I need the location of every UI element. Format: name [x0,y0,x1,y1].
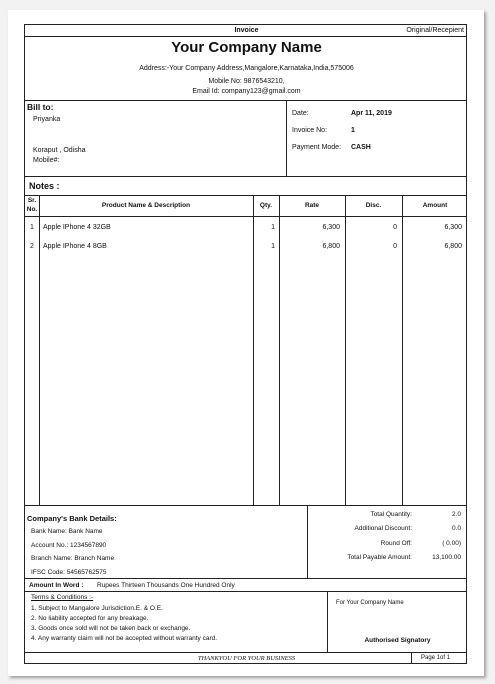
notes-label: Notes : [29,181,60,191]
amount-in-word-label: Amount In Word : [29,582,84,589]
total-payable-value: 13,100.00 [432,554,461,561]
total-payable-label: Total Payable Amount: [347,554,412,561]
terms-item-2: 2. No liability accepted for any breakage. [31,615,149,622]
authorised-signatory: Authorised Signatory [364,637,431,644]
page-number: Page 1of 1 [421,655,451,661]
invoice-document [24,24,467,664]
row2-sr: 2 [30,243,34,250]
terms-item-1: 1. Subject to Mangalore Jurisdiction.E. & O.E. [31,605,163,612]
date-label: Date: [292,110,309,117]
customer-location: Koraput , Odisha [33,147,86,154]
customer-name: Priyanka [33,116,61,123]
round-off-label: Round Off: [380,540,412,547]
company-mobile: Mobile No: 9876543210, [208,78,285,85]
th-product: Product Name & Description [101,202,191,209]
row1-amount: 6,300 [444,224,462,231]
th-qty: Qty. [259,202,273,209]
amount-in-word-value: Rupees Thirteen Thousands One Hundred Only [97,582,235,589]
payment-mode-value: CASH [351,144,371,151]
row1-qty: 1 [271,224,275,231]
th-disc: Disc. [365,202,382,209]
row1-product: Apple IPhone 4 32GB [43,224,111,231]
copy-type-label: Original/Recepient [406,27,464,34]
row2-rate: 6,800 [322,243,340,250]
invoice-no-label: Invoice No: [292,127,328,134]
company-address: Address:-Your Company Address,Mangalore,Karnataka,India,575006 [139,65,354,72]
row2-disc: 0 [393,243,397,250]
doc-type-label: Invoice [234,27,259,34]
bank-name: Bank Name: Bank Name [31,528,103,535]
th-no: No. [26,206,38,213]
additional-discount-value: 0.0 [451,525,461,532]
thank-you-message: THANKYOU FOR YOUR BUSINESS [197,655,296,662]
row2-product: Apple IPhone 4 8GB [43,243,107,250]
th-rate: Rate [304,202,320,209]
row1-disc: 0 [393,224,397,231]
terms-heading: Terms & Conditions :- [31,594,94,601]
company-name: Your Company Name [171,39,322,56]
bank-branch-name: Branch Name: Branch Name [31,555,115,562]
bank-ifsc: IFSC Code: 54565762575 [31,569,107,576]
payment-mode-label: Payment Mode: [292,144,342,151]
customer-mobile-label: Mobile#: [33,157,60,164]
additional-discount-label: Additional Discount: [354,525,412,532]
row2-amount: 6,800 [444,243,462,250]
date-value: Apr 11, 2019 [351,110,392,117]
row1-sr: 1 [30,224,34,231]
terms-item-3: 3. Goods once sold will not be taken back or exchange. [31,625,191,632]
row2-qty: 1 [271,243,275,250]
bank-heading: Company's Bank Details: [27,514,117,523]
signatory-for-label: For Your Company Name [336,600,404,606]
round-off-value: ( 0.00) [442,540,461,547]
row1-rate: 6,300 [322,224,340,231]
th-sr: Sr. [27,197,37,204]
total-qty-value: 2.0 [451,511,461,518]
total-qty-label: Total Quantity: [370,511,412,518]
bill-to-heading: Bill to: [27,102,54,112]
invoice-no-value: 1 [351,127,355,134]
bank-account-no: Account No.: 1234567890 [31,542,107,549]
th-amount: Amount [422,202,448,209]
terms-item-4: 4. Any warranty claim will not be accepted without warranty card. [31,635,218,642]
company-email: Email Id: company123@gmail.com [192,88,301,95]
